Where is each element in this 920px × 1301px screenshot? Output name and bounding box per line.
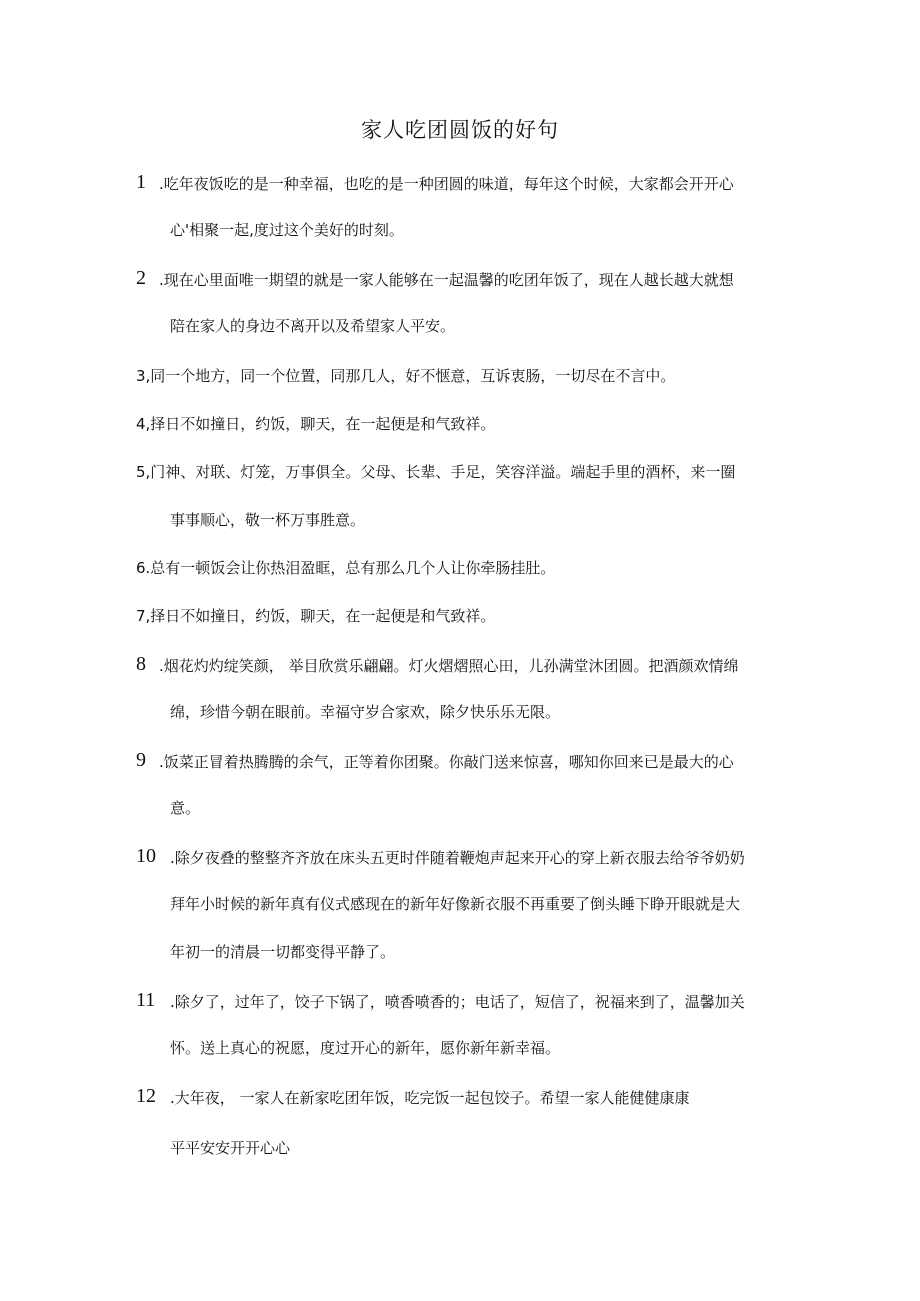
item-text-line: .除夕了，过年了，饺子下锅了，喷香喷香的；电话了，短信了，祝福来到了，温馨加关 xyxy=(170,993,745,1011)
item-text-line: .除夕夜叠的整整齐齐放在床头五更时伴随着鞭炮声起来开心的穿上新衣服去给爷爷奶奶 xyxy=(170,849,745,867)
item-number: 8 xyxy=(136,653,146,675)
item-text-line: .饭菜正冒着热腾腾的余气，正等着你团聚。你敲门送来惊喜，哪知你回来已是最大的心 xyxy=(159,753,734,771)
document-title: 家人吃团圆饭的好句 xyxy=(361,118,559,142)
item-text-line: 平平安安开开心心 xyxy=(170,1139,291,1157)
item-text-line: 拜年小时候的新年真有仪式感现在的新年好像新衣服不再重要了倒头睡下睁开眼就是大 xyxy=(170,895,741,913)
item-number: 9 xyxy=(136,749,146,771)
item-text-line: 意。 xyxy=(170,799,201,817)
item-text-line: 7,择日不如撞日，约饭，聊天，在一起便是和气致祥。 xyxy=(136,607,496,625)
item-text-line: 年初一的清晨一切都变得平静了。 xyxy=(170,943,396,961)
item-text-line: 6.总有一顿饭会让你热泪盈眶，总有那么几个人让你牵肠挂肚。 xyxy=(136,559,556,577)
item-number: 1 xyxy=(136,171,146,193)
item-number: 2 xyxy=(136,267,146,289)
item-text-line: 绵，珍惜今朝在眼前。幸福守岁合家欢，除夕快乐乐无限。 xyxy=(170,703,561,721)
item-number: 12 xyxy=(136,1085,156,1107)
item-text-line: 3,同一个地方，同一个位置，同那几人，好不惬意，互诉衷肠，一切尽在不言中。 xyxy=(136,367,676,385)
item-text-line: .大年夜， 一家人在新家吃团年饭，吃完饭一起包饺子。希望一家人能健健康康 xyxy=(170,1089,690,1107)
item-text-line: .烟花灼灼绽笑颜， 举目欣赏乐翩翩。灯火熠熠照心田，儿孙满堂沐团圆。把酒颜欢情绵 xyxy=(159,657,739,675)
item-number: 11 xyxy=(136,989,156,1011)
item-text-line: 心'相聚一起,度过这个美好的时刻。 xyxy=(170,221,404,239)
item-text-line: .现在心里面唯一期望的就是一家人能够在一起温馨的吃团年饭了，现在人越长越大就想 xyxy=(159,271,734,289)
item-number: 10 xyxy=(136,845,156,867)
item-text-line: 5,门神、对联、灯笼，万事俱全。父母、长辈、手足，笑容洋溢。端起手里的酒杯，来一圈 xyxy=(136,463,736,481)
item-text-line: 怀。送上真心的祝愿，度过开心的新年，愿你新年新幸福。 xyxy=(170,1039,561,1057)
item-text-line: 4,择日不如撞日，约饭，聊天，在一起便是和气致祥。 xyxy=(136,415,496,433)
item-text-line: 事事顺心，敬一杯万事胜意。 xyxy=(170,511,366,529)
item-text-line: 陪在家人的身边不离开以及希望家人平安。 xyxy=(170,317,456,335)
item-text-line: .吃年夜饭吃的是一种幸福，也吃的是一种团圆的味道，每年这个时候，大家都会开开心 xyxy=(159,175,734,193)
